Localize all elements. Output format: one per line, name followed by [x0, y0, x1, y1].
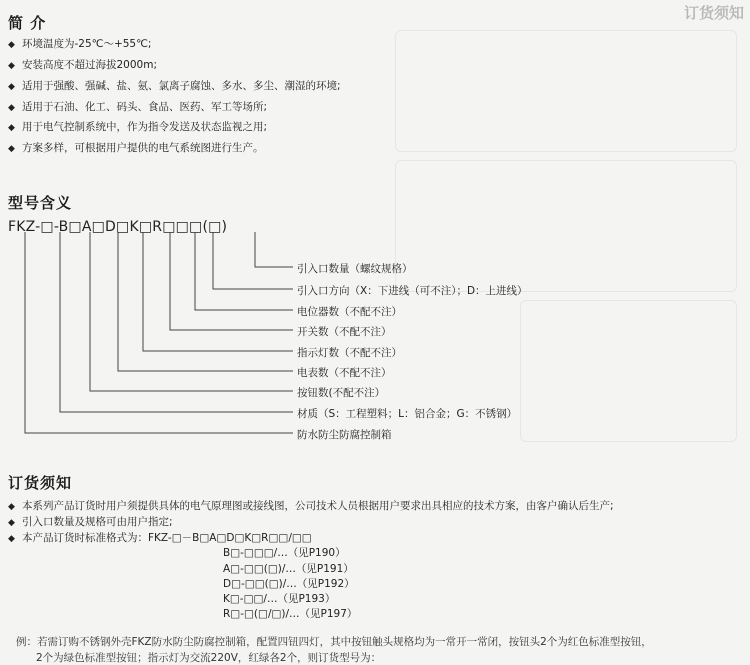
diamond-bullet-icon: ◆	[8, 144, 15, 154]
diamond-bullet-icon: ◆	[8, 502, 15, 512]
connector-line	[143, 232, 293, 351]
diamond-bullet-icon: ◆	[8, 40, 15, 50]
model-label: 按钮数(不配不注）	[297, 387, 386, 399]
example-line: 例：若需订购不锈钢外壳FKZ防水防尘防腐控制箱，配置四钮四灯，其中按钮触头规格均为一常开一常闭，按钮头2个为红色标准型按钮，	[16, 636, 652, 648]
diamond-bullet-icon: ◆	[8, 103, 15, 113]
ordering-bullet: ◆ 本产品订货时标准格式为：FKZ-□－B□A□D□K□R□□/□□	[8, 532, 312, 544]
model-label: 开关数（不配不注）	[297, 326, 392, 338]
ordering-title: 订货须知	[8, 474, 73, 492]
format-line: B□-□□□/…（见P190）	[223, 547, 346, 559]
model-label: 引入口方向（X：下进线（可不注）；D：上进线）	[297, 285, 528, 297]
intro-title: 简 介	[8, 14, 47, 32]
example-line: 2个为绿色标准型按钮；指示灯为交流220V，红绿各2个，则订货型号为：	[36, 652, 382, 664]
connector-line	[90, 232, 293, 391]
connector-line	[118, 232, 293, 371]
connector-line	[213, 232, 293, 289]
format-line: R□-□(□/□)/…（见P197）	[223, 608, 358, 620]
model-label: 引入口数量（螺纹规格）	[297, 263, 413, 275]
diamond-bullet-icon: ◆	[8, 61, 15, 71]
intro-bullet: ◆ 适用于强酸、强碱、盐、氨、氯离子腐蚀、多水、多尘、潮湿的环境;	[8, 80, 341, 92]
diamond-bullet-icon: ◆	[8, 82, 15, 92]
ordering-bullet: ◆ 本系列产品订货时用户须提供具体的电气原理图或接线图，公司技术人员根据用户要求出具相应的技术方案，由客户确认后生产;	[8, 500, 614, 512]
format-line: K□-□□/…（见P193）	[223, 593, 336, 605]
intro-bullet: ◆ 环境温度为-25℃～+55℃;	[8, 38, 152, 50]
intro-bullet: ◆ 用于电气控制系统中，作为指令发送及状态监视之用;	[8, 121, 268, 133]
model-label: 指示灯数（不配不注）	[297, 347, 402, 359]
diamond-bullet-icon: ◆	[8, 534, 15, 544]
format-line: A□-□□(□)/…（见P191）	[223, 563, 354, 575]
diamond-bullet-icon: ◆	[8, 123, 15, 133]
model-title: 型号含义	[8, 194, 73, 212]
connector-line	[170, 232, 293, 330]
watermark: 订货须知	[683, 4, 744, 22]
model-label: 防水防尘防腐控制箱	[297, 429, 392, 441]
connector-line	[255, 232, 293, 267]
intro-bullet: ◆ 方案多样，可根据用户提供的电气系统图进行生产。	[8, 142, 264, 154]
intro-bullet: ◆ 安装高度不超过海拔2000m;	[8, 59, 157, 71]
connector-line	[195, 232, 293, 310]
format-line: D□-□□(□)/…（见P192）	[223, 578, 355, 590]
model-code: FKZ-□-B□A□D□K□R□□□(□)	[8, 219, 228, 235]
ordering-bullet: ◆ 引入口数量及规格可由用户指定;	[8, 516, 173, 528]
model-label: 电表数（不配不注）	[297, 367, 392, 379]
intro-bullet: ◆ 适用于石油、化工、码头、食品、医药、军工等场所;	[8, 101, 268, 113]
connector-line	[60, 232, 293, 412]
diamond-bullet-icon: ◆	[8, 518, 15, 528]
model-label: 材质（S：工程塑料；L：铝合金；G：不锈钢）	[297, 408, 518, 420]
connector-line	[25, 232, 293, 433]
model-label: 电位器数（不配不注）	[297, 306, 402, 318]
